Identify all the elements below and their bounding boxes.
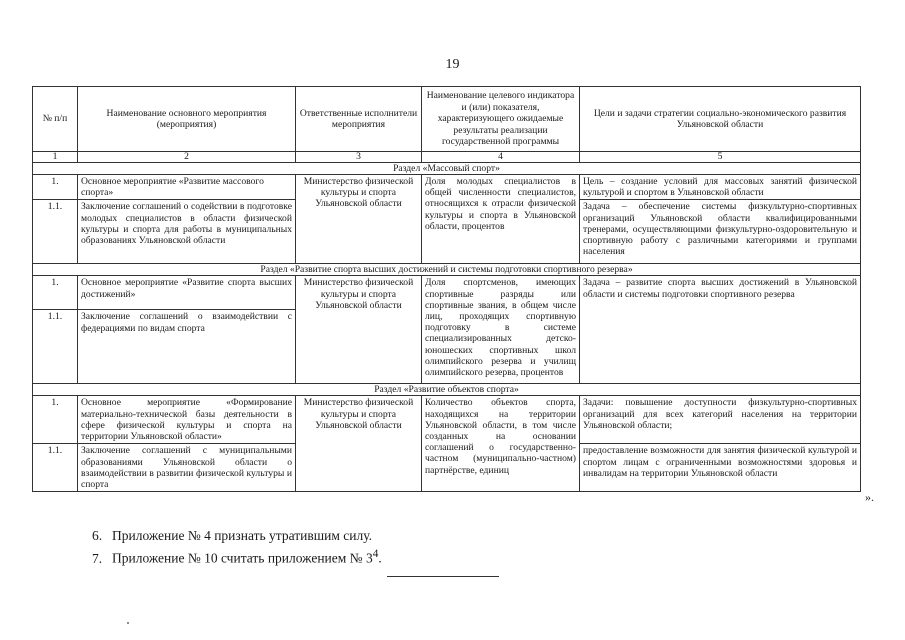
column-number-row	[33, 152, 861, 163]
activity-name: Основное мероприятие «Формирование материально-технической базы деятельности в сфере физической культуры и спорта на территории Ульяновской области»	[78, 396, 296, 444]
responsible-cell: Министерство физической культуры и спорта Ульяновской области	[296, 276, 422, 384]
row-number: 1.	[33, 396, 78, 444]
goal-cell: предоставление возможности для занятия физической культурой и спортом лицам с ограниченными возможностями здоровья и инвалидам на территории Ульяновской области	[580, 444, 861, 492]
row-number: 1.	[33, 175, 78, 200]
list-item-text: Приложение № 4 признать утратившим силу.	[112, 528, 373, 543]
goal-cell: Цель – создание условий для массовых занятий физической культурой и спортом в Ульяновской области	[580, 175, 861, 200]
row-number: 1.1.	[33, 444, 78, 492]
activity-name: Основное мероприятие «Развитие спорта высших достижений»	[78, 276, 296, 310]
header-activity: Наименование основного мероприятия (мероприятия)	[78, 87, 296, 152]
row-number: 1.1.	[33, 200, 78, 264]
activity-name: Заключение соглашений о содействии в подготовке молодых специалистов в области физической культуры и спорта для работы в муниципальных образованиях Ульяновской области	[78, 200, 296, 264]
row-number: 1.1.	[33, 310, 78, 384]
activity-name: Заключение соглашений с муниципальными образованиями Ульяновской области о взаимодействии в развитии физической культуры и спорта	[78, 444, 296, 492]
goal-cell: Задача – обеспечение системы физкультурно-спортивных организаций Ульяновской области квалифицированными тренерами, осуществляющими физкультурно-оздоровительную и спортивную работу с различными категориями и группами населения	[580, 200, 861, 264]
goal-cell: Задача – развитие спорта высших достижений в Ульяновской области и системы подготовки спортивного резерва	[580, 276, 861, 384]
section-title-row	[33, 163, 861, 175]
amendment-list	[92, 526, 382, 568]
list-item-end: .	[378, 550, 382, 566]
section-title: Раздел «Массовый спорт»	[33, 163, 861, 175]
activity-name: Заключение соглашений о взаимодействии с федерациями по видам спорта	[78, 310, 296, 384]
section-title-row	[33, 384, 861, 396]
page-number: 19	[445, 57, 460, 72]
list-item-number: 6.	[92, 528, 103, 543]
indicator-cell: Количество объектов спорта, находящихся на территории Ульяновской области, в том числе созданных на основании соглашений о государственно-частном (муниципально-частном) партнёрстве, единиц	[422, 396, 580, 492]
column-number: 5	[580, 152, 861, 163]
separator-line	[387, 576, 499, 577]
header-responsible: Ответственные исполнители мероприятия	[296, 87, 422, 152]
list-item-number: 7.	[92, 550, 103, 566]
list-item-text: Приложение № 10 считать приложением № 3	[112, 550, 373, 566]
closing-quote: ».	[865, 490, 874, 504]
list-item	[92, 526, 382, 545]
goal-cell: Задачи: повышение доступности физкультурно-спортивных организаций для всех категорий населения на территории Ульяновской области;	[580, 396, 861, 444]
section-title-row	[33, 264, 861, 276]
list-item	[92, 545, 382, 568]
table-row	[33, 396, 861, 444]
section-title: Раздел «Развитие спорта высших достижений и системы подготовки спортивного резерва»	[33, 264, 861, 276]
header-num: № п/п	[33, 87, 78, 152]
indicator-cell: Доля спортсменов, имеющих спортивные разряды или спортивные звания, в общем числе лиц, проходящих спортивную подготовку в системе специализированных детско-юношеских спортивных школ олимпийского резерва и училищ олимпийского резерва, процентов	[422, 276, 580, 384]
column-number: 2	[78, 152, 296, 163]
responsible-cell: Министерство физической культуры и спорта Ульяновской области	[296, 175, 422, 264]
responsible-cell: Министерство физической культуры и спорта Ульяновской области	[296, 396, 422, 492]
table-header-row	[33, 87, 861, 152]
table-row	[33, 276, 861, 310]
column-number: 3	[296, 152, 422, 163]
header-indicator: Наименование целевого индикатора и (или) показателя, характеризующего ожидаемые результаты реализации государственной программы	[422, 87, 580, 152]
row-number: 1.	[33, 276, 78, 310]
column-number: 1	[33, 152, 78, 163]
strategy-table	[32, 86, 861, 492]
column-number: 4	[422, 152, 580, 163]
section-title: Раздел «Развитие объектов спорта»	[33, 384, 861, 396]
indicator-cell: Доля молодых специалистов в общей численности специалистов, относящихся к отрасли физической культуры и спорта в Ульяновской области, процентов	[422, 175, 580, 264]
scan-speck	[127, 622, 129, 624]
header-goals: Цели и задачи стратегии социально-экономического развития Ульяновской области	[580, 87, 861, 152]
superscript: 4	[372, 548, 379, 560]
activity-name: Основное мероприятие «Развитие массового спорта»	[78, 175, 296, 200]
table-row	[33, 175, 861, 200]
